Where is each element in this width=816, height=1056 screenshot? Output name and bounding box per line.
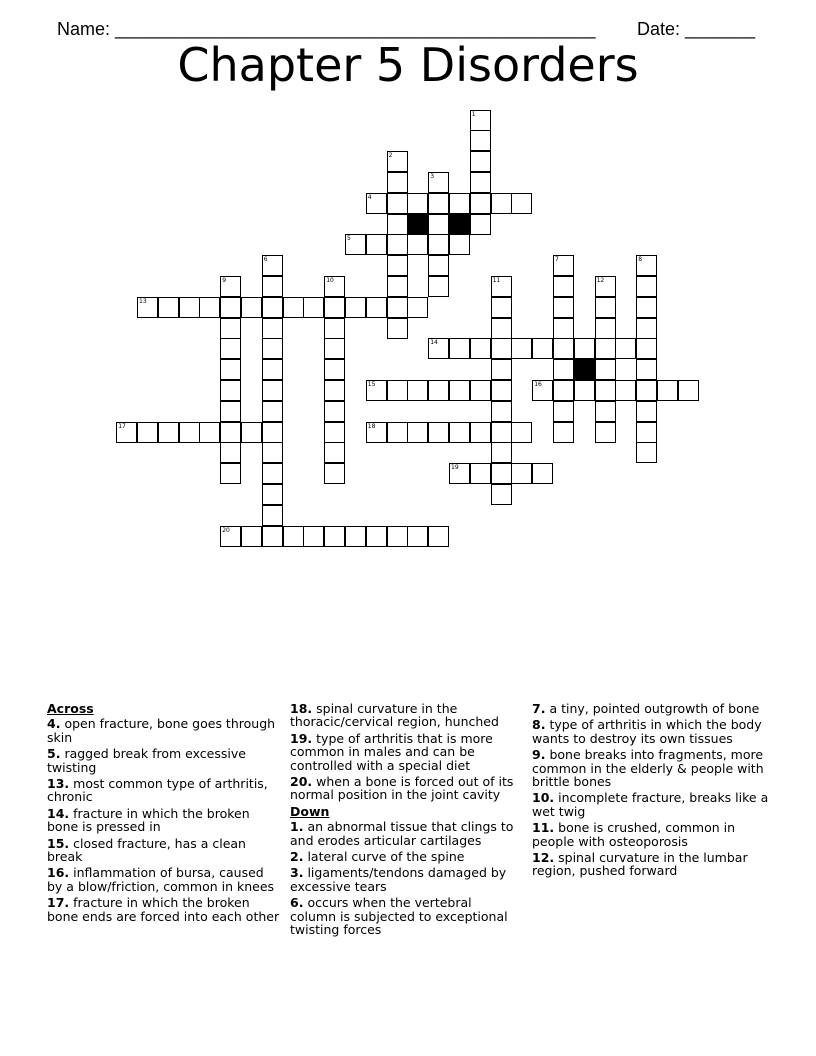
crossword-cell[interactable] bbox=[220, 338, 241, 359]
crossword-cell[interactable] bbox=[491, 318, 512, 339]
crossword-cell[interactable] bbox=[387, 193, 408, 214]
crossword-cell[interactable] bbox=[491, 442, 512, 463]
crossword-cell[interactable] bbox=[615, 380, 636, 401]
crossword-cell[interactable] bbox=[470, 380, 491, 401]
crossword-cell[interactable] bbox=[137, 422, 158, 443]
crossword-cell[interactable] bbox=[303, 526, 324, 547]
crossword-cell[interactable] bbox=[636, 380, 657, 401]
crossword-cell[interactable] bbox=[636, 276, 657, 297]
clue-text: type of arthritis that is more common in males and can be controlled with a special diet bbox=[290, 730, 493, 773]
crossword-cell[interactable] bbox=[345, 297, 366, 318]
crossword-cell[interactable] bbox=[574, 380, 595, 401]
cell-number: 5 bbox=[347, 235, 351, 243]
crossword-cell[interactable] bbox=[491, 193, 512, 214]
crossword-cell[interactable] bbox=[324, 276, 345, 297]
crossword-cell[interactable] bbox=[387, 318, 408, 339]
crossword-cell[interactable] bbox=[220, 297, 241, 318]
crossword-cell[interactable] bbox=[428, 193, 449, 214]
crossword-cell[interactable] bbox=[595, 359, 616, 380]
crossword-cell[interactable] bbox=[553, 338, 574, 359]
cell-number: 18 bbox=[367, 422, 376, 430]
crossword-cell[interactable] bbox=[324, 297, 345, 318]
clue-text: closed fracture, has a clean break bbox=[47, 835, 246, 865]
crossword-cell[interactable] bbox=[324, 463, 345, 484]
crossword-cell[interactable] bbox=[491, 401, 512, 422]
crossword-cell[interactable] bbox=[491, 276, 512, 297]
cell-number: 1 bbox=[471, 110, 476, 118]
clue-number: 9. bbox=[532, 747, 546, 763]
clue-text: spinal curvature in the lumbar region, pushed forward bbox=[532, 850, 748, 879]
crossword-block bbox=[449, 214, 470, 235]
crossword-block bbox=[407, 214, 428, 235]
cell-number: 10 bbox=[326, 276, 334, 284]
crossword-cell[interactable] bbox=[387, 151, 408, 172]
clue-number: 8. bbox=[532, 717, 546, 733]
name-label: Name: bbox=[57, 19, 116, 39]
clue-number: 1. bbox=[290, 819, 304, 835]
clue-down-2 bbox=[290, 850, 520, 863]
clue-text: ragged break from excessive twisting bbox=[47, 746, 246, 775]
crossword-cell[interactable] bbox=[553, 255, 574, 276]
clue-across-16 bbox=[47, 866, 283, 893]
crossword-cell[interactable] bbox=[283, 526, 304, 547]
clue-text: inflammation of bursa, caused by a blow/friction, common in knees bbox=[47, 865, 275, 894]
crossword-cell[interactable] bbox=[553, 297, 574, 318]
crossword-cell[interactable] bbox=[220, 463, 241, 484]
clue-down-11 bbox=[532, 821, 772, 848]
crossword-cell[interactable] bbox=[657, 380, 678, 401]
crossword-cell[interactable] bbox=[262, 380, 283, 401]
clue-down-12 bbox=[532, 851, 772, 878]
clue-text: incomplete fracture, breaks like a wet twig bbox=[532, 790, 769, 819]
cell-number: 14 bbox=[430, 339, 438, 347]
crossword-cell[interactable] bbox=[387, 234, 408, 255]
crossword-cell[interactable] bbox=[470, 130, 491, 151]
crossword-cell[interactable] bbox=[262, 359, 283, 380]
crossword-cell[interactable] bbox=[553, 359, 574, 380]
crossword-cell[interactable] bbox=[615, 338, 636, 359]
clue-number: 15. bbox=[47, 835, 70, 851]
cell-number: 3 bbox=[430, 172, 435, 180]
crossword-cell[interactable] bbox=[470, 463, 491, 484]
crossword-cell[interactable] bbox=[283, 297, 304, 318]
crossword-cell[interactable] bbox=[553, 401, 574, 422]
crossword-cell[interactable] bbox=[449, 193, 470, 214]
crossword-cell[interactable] bbox=[491, 463, 512, 484]
cell-number: 9 bbox=[222, 276, 227, 284]
crossword-cell[interactable] bbox=[491, 338, 512, 359]
crossword-cell[interactable] bbox=[470, 172, 491, 193]
cell-number: 13 bbox=[139, 297, 147, 305]
crossword-cell[interactable] bbox=[470, 338, 491, 359]
clue-down-10 bbox=[532, 791, 772, 818]
crossword-cell[interactable] bbox=[428, 255, 449, 276]
clue-number: 16. bbox=[47, 865, 70, 881]
crossword-cell[interactable] bbox=[511, 422, 532, 443]
crossword-cell[interactable] bbox=[532, 463, 553, 484]
crossword-cell[interactable] bbox=[262, 255, 283, 276]
crossword-cell[interactable] bbox=[678, 380, 699, 401]
crossword-cell[interactable] bbox=[470, 193, 491, 214]
crossword-cell[interactable] bbox=[262, 338, 283, 359]
cell-number: 4 bbox=[367, 193, 372, 201]
crossword-cell[interactable] bbox=[511, 193, 532, 214]
crossword-cell[interactable] bbox=[262, 484, 283, 505]
crossword-cell[interactable] bbox=[428, 234, 449, 255]
crossword-cell[interactable] bbox=[470, 110, 491, 131]
clue-text: open fracture, bone goes through skin bbox=[47, 716, 276, 745]
crossword-cell[interactable] bbox=[262, 422, 283, 443]
cell-number: 11 bbox=[492, 276, 501, 284]
crossword-cell[interactable] bbox=[262, 442, 283, 463]
cell-number: 6 bbox=[263, 256, 268, 264]
crossword-cell[interactable] bbox=[428, 172, 449, 193]
clue-down-3 bbox=[290, 866, 520, 893]
crossword-cell[interactable] bbox=[470, 422, 491, 443]
cell-number: 19 bbox=[451, 464, 459, 472]
cell-number: 2 bbox=[388, 152, 393, 160]
date-label: Date: bbox=[637, 19, 686, 39]
crossword-cell[interactable] bbox=[574, 338, 595, 359]
crossword-cell[interactable] bbox=[407, 422, 428, 443]
crossword-cell[interactable] bbox=[553, 318, 574, 339]
clue-down-7 bbox=[532, 702, 772, 715]
crossword-cell[interactable] bbox=[595, 422, 616, 443]
clue-number: 14. bbox=[47, 805, 70, 821]
crossword-cell[interactable] bbox=[179, 297, 200, 318]
crossword-cell[interactable] bbox=[470, 214, 491, 235]
crossword-cell[interactable] bbox=[449, 463, 470, 484]
crossword-cell[interactable] bbox=[407, 234, 428, 255]
crossword-block bbox=[574, 359, 595, 380]
crossword-cell[interactable] bbox=[324, 442, 345, 463]
crossword-cell[interactable] bbox=[407, 380, 428, 401]
crossword-cell[interactable] bbox=[387, 214, 408, 235]
cell-number: 16 bbox=[534, 380, 542, 388]
crossword-cell[interactable] bbox=[220, 380, 241, 401]
clue-text: type of arthritis in which the body wants to destroy its own tissues bbox=[532, 717, 762, 746]
clue-across-15 bbox=[47, 837, 283, 864]
crossword-cell[interactable] bbox=[491, 422, 512, 443]
clue-text: most common type of arthritis, chronic bbox=[47, 776, 268, 805]
crossword-cell[interactable] bbox=[199, 297, 220, 318]
crossword-cell[interactable] bbox=[491, 359, 512, 380]
crossword-cell[interactable] bbox=[636, 442, 657, 463]
down-heading: Down bbox=[290, 803, 330, 819]
crossword-cell[interactable] bbox=[449, 338, 470, 359]
crossword-cell[interactable] bbox=[387, 172, 408, 193]
clue-across-17 bbox=[47, 896, 283, 923]
crossword-cell[interactable] bbox=[491, 297, 512, 318]
crossword-cell[interactable] bbox=[428, 338, 449, 359]
clues-column-2 bbox=[290, 702, 520, 940]
crossword-cell[interactable] bbox=[366, 380, 387, 401]
clue-number: 6. bbox=[290, 895, 304, 911]
clue-text: ligaments/tendons damaged by excessive tears bbox=[290, 865, 507, 894]
crossword-cell[interactable] bbox=[428, 276, 449, 297]
crossword-cell[interactable] bbox=[116, 422, 137, 443]
crossword-cell[interactable] bbox=[366, 297, 387, 318]
crossword-cell[interactable] bbox=[262, 318, 283, 339]
crossword-cell[interactable] bbox=[345, 526, 366, 547]
cell-number: 7 bbox=[555, 256, 559, 264]
crossword-cell[interactable] bbox=[262, 297, 283, 318]
clue-number: 18. bbox=[290, 701, 313, 716]
clue-text: lateral curve of the spine bbox=[307, 849, 465, 865]
clue-number: 4. bbox=[47, 716, 61, 732]
crossword-cell[interactable] bbox=[303, 297, 324, 318]
clue-text: bone is crushed, common in people with osteoporosis bbox=[532, 820, 736, 849]
crossword-cell[interactable] bbox=[262, 276, 283, 297]
crossword-cell[interactable] bbox=[220, 442, 241, 463]
cell-number: 17 bbox=[118, 422, 126, 430]
cell-number: 8 bbox=[638, 256, 643, 264]
crossword-cell[interactable] bbox=[262, 505, 283, 526]
clue-text: bone breaks into fragments, more common in the elderly & people with brittle bones bbox=[532, 747, 764, 790]
clue-text: fracture in which the broken bone ends are forced into each other bbox=[47, 895, 280, 924]
crossword-cell[interactable] bbox=[220, 422, 241, 443]
clue-number: 5. bbox=[47, 746, 61, 762]
cell-number: 12 bbox=[596, 276, 605, 284]
crossword-cell[interactable] bbox=[636, 297, 657, 318]
crossword-cell[interactable] bbox=[636, 255, 657, 276]
clue-number: 11. bbox=[532, 820, 555, 836]
date-line[interactable]: _______ bbox=[685, 19, 756, 39]
crossword-cell[interactable] bbox=[595, 401, 616, 422]
clue-text: an abnormal tissue that clings to and erodes articular cartilages bbox=[290, 819, 514, 848]
crossword-cell[interactable] bbox=[366, 193, 387, 214]
crossword-cell[interactable] bbox=[220, 359, 241, 380]
crossword-cell[interactable] bbox=[595, 380, 616, 401]
crossword-cell[interactable] bbox=[345, 234, 366, 255]
clue-number: 7. bbox=[532, 701, 546, 716]
clue-text: when a bone is forced out of its normal position in the joint cavity bbox=[290, 774, 514, 803]
crossword-cell[interactable] bbox=[636, 359, 657, 380]
crossword-cell[interactable] bbox=[407, 193, 428, 214]
crossword-cell[interactable] bbox=[595, 338, 616, 359]
crossword-cell[interactable] bbox=[241, 526, 262, 547]
crossword-cell[interactable] bbox=[262, 463, 283, 484]
cell-number: 20 bbox=[222, 526, 230, 534]
crossword-cell[interactable] bbox=[449, 380, 470, 401]
across-heading: Across bbox=[47, 701, 94, 716]
crossword-cell[interactable] bbox=[262, 401, 283, 422]
crossword-cell[interactable] bbox=[179, 422, 200, 443]
clue-number: 10. bbox=[532, 790, 555, 806]
crossword-cell[interactable] bbox=[636, 338, 657, 359]
crossword-cell[interactable] bbox=[407, 526, 428, 547]
clue-text: occurs when the vertebral column is subjected to exceptional twisting forces bbox=[290, 895, 508, 938]
crossword-cell[interactable] bbox=[220, 526, 241, 547]
crossword-cell[interactable] bbox=[387, 255, 408, 276]
crossword-cell[interactable] bbox=[220, 318, 241, 339]
crossword-cell[interactable] bbox=[511, 338, 532, 359]
clue-across-19 bbox=[290, 732, 520, 772]
crossword-cell[interactable] bbox=[449, 422, 470, 443]
crossword-cell[interactable] bbox=[324, 526, 345, 547]
clue-across-20 bbox=[290, 775, 520, 802]
crossword-cell[interactable] bbox=[595, 297, 616, 318]
crossword-cell[interactable] bbox=[636, 318, 657, 339]
clue-number: 2. bbox=[290, 849, 304, 865]
crossword-cell[interactable] bbox=[324, 338, 345, 359]
crossword-cell[interactable] bbox=[324, 422, 345, 443]
crossword-cell[interactable] bbox=[553, 276, 574, 297]
crossword-cell[interactable] bbox=[387, 297, 408, 318]
crossword-cell[interactable] bbox=[407, 297, 428, 318]
clue-across-18 bbox=[290, 702, 520, 729]
crossword-cell[interactable] bbox=[553, 380, 574, 401]
crossword-cell[interactable] bbox=[387, 380, 408, 401]
crossword-cell[interactable] bbox=[532, 380, 553, 401]
clue-across-5 bbox=[47, 747, 283, 774]
clue-number: 20. bbox=[290, 774, 313, 790]
crossword-cell[interactable] bbox=[324, 401, 345, 422]
name-line[interactable]: ________________________________________________ bbox=[115, 19, 596, 39]
crossword-cell[interactable] bbox=[158, 297, 179, 318]
crossword-cell[interactable] bbox=[387, 422, 408, 443]
crossword-cell[interactable] bbox=[428, 380, 449, 401]
crossword-cell[interactable] bbox=[553, 422, 574, 443]
clue-down-9 bbox=[532, 748, 772, 788]
crossword-cell[interactable] bbox=[158, 422, 179, 443]
clue-across-14 bbox=[47, 807, 283, 834]
crossword-cell[interactable] bbox=[387, 526, 408, 547]
clue-text: fracture in which the broken bone is pressed in bbox=[47, 805, 250, 835]
clues-column-3 bbox=[532, 702, 772, 881]
crossword-cell[interactable] bbox=[137, 297, 158, 318]
clue-across-4 bbox=[47, 717, 283, 744]
crossword-cell[interactable] bbox=[366, 422, 387, 443]
crossword-cell[interactable] bbox=[428, 214, 449, 235]
clue-down-1 bbox=[290, 820, 520, 847]
crossword-cell[interactable] bbox=[241, 422, 262, 443]
crossword-cell[interactable] bbox=[366, 234, 387, 255]
crossword-cell[interactable] bbox=[532, 338, 553, 359]
page-title: Chapter 5 Disorders bbox=[177, 38, 639, 92]
crossword-cell[interactable] bbox=[262, 526, 283, 547]
crossword-cell[interactable] bbox=[595, 318, 616, 339]
clue-number: 13. bbox=[47, 776, 70, 792]
crossword-cell[interactable] bbox=[199, 422, 220, 443]
crossword-cell[interactable] bbox=[449, 234, 470, 255]
cell-number: 15 bbox=[367, 380, 376, 388]
clue-down-8 bbox=[532, 718, 772, 745]
crossword-cell[interactable] bbox=[387, 276, 408, 297]
crossword-cell[interactable] bbox=[324, 380, 345, 401]
crossword-cell[interactable] bbox=[366, 526, 387, 547]
crossword-cell[interactable] bbox=[491, 484, 512, 505]
crossword-cell[interactable] bbox=[491, 380, 512, 401]
clue-number: 3. bbox=[290, 865, 304, 881]
clue-text: a tiny, pointed outgrowth of bone bbox=[549, 701, 760, 716]
crossword-cell[interactable] bbox=[241, 297, 262, 318]
crossword-cell[interactable] bbox=[324, 359, 345, 380]
crossword-cell[interactable] bbox=[220, 276, 241, 297]
clue-across-13 bbox=[47, 777, 283, 804]
crossword-cell[interactable] bbox=[428, 526, 449, 547]
crossword-cell[interactable] bbox=[220, 401, 241, 422]
crossword-cell[interactable] bbox=[324, 318, 345, 339]
crossword-cell[interactable] bbox=[595, 276, 616, 297]
clues-column-1 bbox=[47, 702, 283, 926]
crossword-cell[interactable] bbox=[636, 401, 657, 422]
crossword-cell[interactable] bbox=[428, 422, 449, 443]
clue-number: 19. bbox=[290, 730, 313, 746]
clue-down-6 bbox=[290, 896, 520, 936]
clue-number: 12. bbox=[532, 850, 555, 866]
crossword-cell[interactable] bbox=[636, 422, 657, 443]
crossword-cell[interactable] bbox=[511, 463, 532, 484]
crossword-cell[interactable] bbox=[470, 151, 491, 172]
clue-text: spinal curvature in the thoracic/cervical region, hunched bbox=[290, 701, 499, 730]
clue-number: 17. bbox=[47, 895, 70, 911]
